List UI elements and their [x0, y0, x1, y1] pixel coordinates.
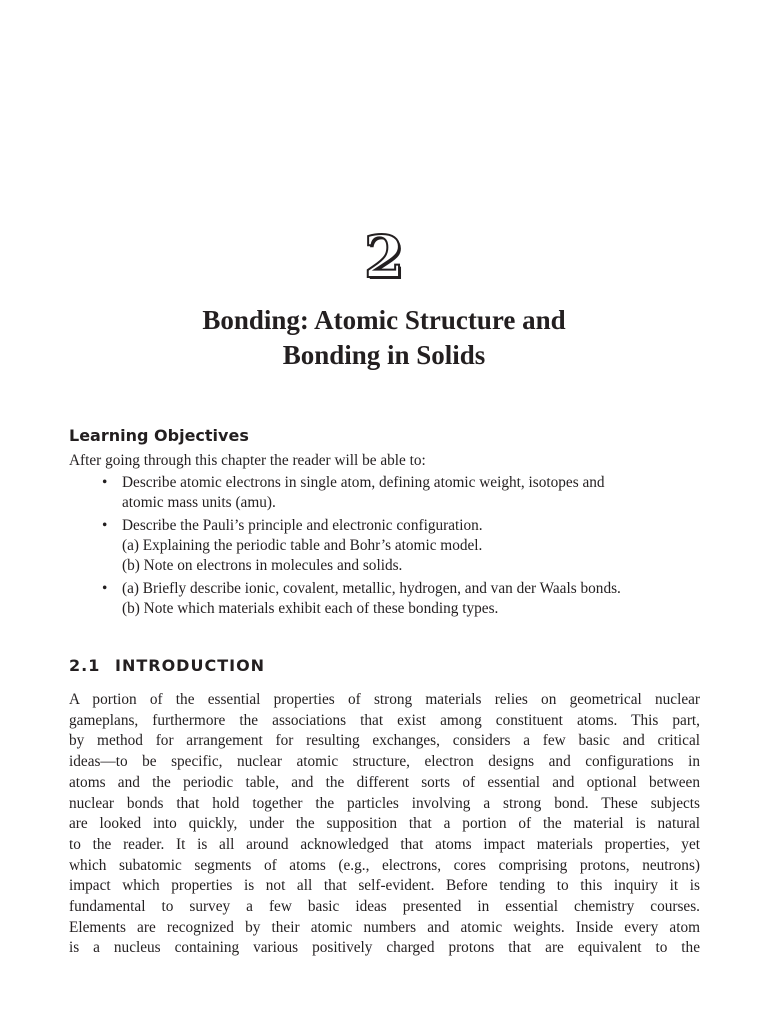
learning-objectives-heading: Learning Objectives — [69, 426, 249, 445]
paragraph-line: to the reader. It is all around acknowledged that atoms impact materials properties, yet — [69, 835, 700, 853]
paragraph-line: fundamental to survey a few basic ideas presented in essential chemistry courses. — [69, 898, 700, 916]
objective-item — [102, 473, 712, 513]
objective-item — [102, 579, 712, 619]
paragraph-line: which subatomic segments of atoms (e.g., electrons, cores comprising protons, neutrons) — [69, 856, 700, 874]
bullet-icon: • — [102, 517, 108, 534]
bullet-icon: • — [102, 580, 108, 597]
learning-objectives-list — [102, 473, 712, 622]
chapter-title — [0, 303, 768, 373]
paragraph-line: is a nucleus containing various positively charged protons that are equivalent to the — [69, 939, 700, 957]
paragraph-line: atoms and the periodic table, and the different sorts of essential and optional between — [69, 773, 700, 791]
section-number: 2.1 — [69, 656, 101, 675]
paragraph-line: impact which properties is not all that self-evident. Before tending to this inquiry it is — [69, 877, 700, 895]
section-title: INTRODUCTION — [115, 656, 266, 675]
paragraph-line: gameplans, furthermore the associations that exist among constituent atoms. This part, — [69, 711, 700, 729]
paragraph-line: by method for arrangement for resulting exchanges, considers a few basic and critical — [69, 732, 700, 750]
chapter-number: 2 — [363, 223, 405, 291]
objective-item — [102, 516, 712, 576]
objective-line: (a) Explaining the periodic table and Bohr’s atomic model. — [122, 537, 483, 554]
paragraph-line: nuclear bonds that hold together the particles involving a strong bond. These subjects — [69, 794, 700, 812]
bullet-icon: • — [102, 474, 108, 491]
paragraph-line: A portion of the essential properties of strong materials relies on geometrical nuclear — [69, 691, 700, 708]
learning-objectives-intro: After going through this chapter the reader will be able to: — [69, 452, 426, 469]
objective-line: atomic mass units (amu). — [122, 494, 276, 511]
paragraph-line: are looked into quickly, under the supposition that a portion of the material is natural — [69, 815, 700, 833]
objective-line: (b) Note on electrons in molecules and solids. — [122, 557, 403, 574]
paragraph-line: ideas—to be specific, nuclear atomic structure, electron designs and configurations in — [69, 753, 700, 771]
objective-line: (b) Note which materials exhibit each of these bonding types. — [122, 600, 499, 617]
objective-line: Describe atomic electrons in single atom, defining atomic weight, isotopes and — [122, 474, 605, 491]
chapter-title-line-2: Bonding in Solids — [282, 340, 486, 370]
objective-line: Describe the Pauli’s principle and electronic configuration. — [122, 517, 483, 534]
chapter-title-line-1: Bonding: Atomic Structure and — [202, 305, 566, 335]
section-heading — [69, 655, 265, 677]
introduction-paragraph — [69, 690, 700, 959]
paragraph-line: Elements are recognized by their atomic numbers and atomic weights. Inside every atom — [69, 918, 700, 936]
objective-line: (a) Briefly describe ionic, covalent, metallic, hydrogen, and van der Waals bonds. — [122, 580, 621, 597]
